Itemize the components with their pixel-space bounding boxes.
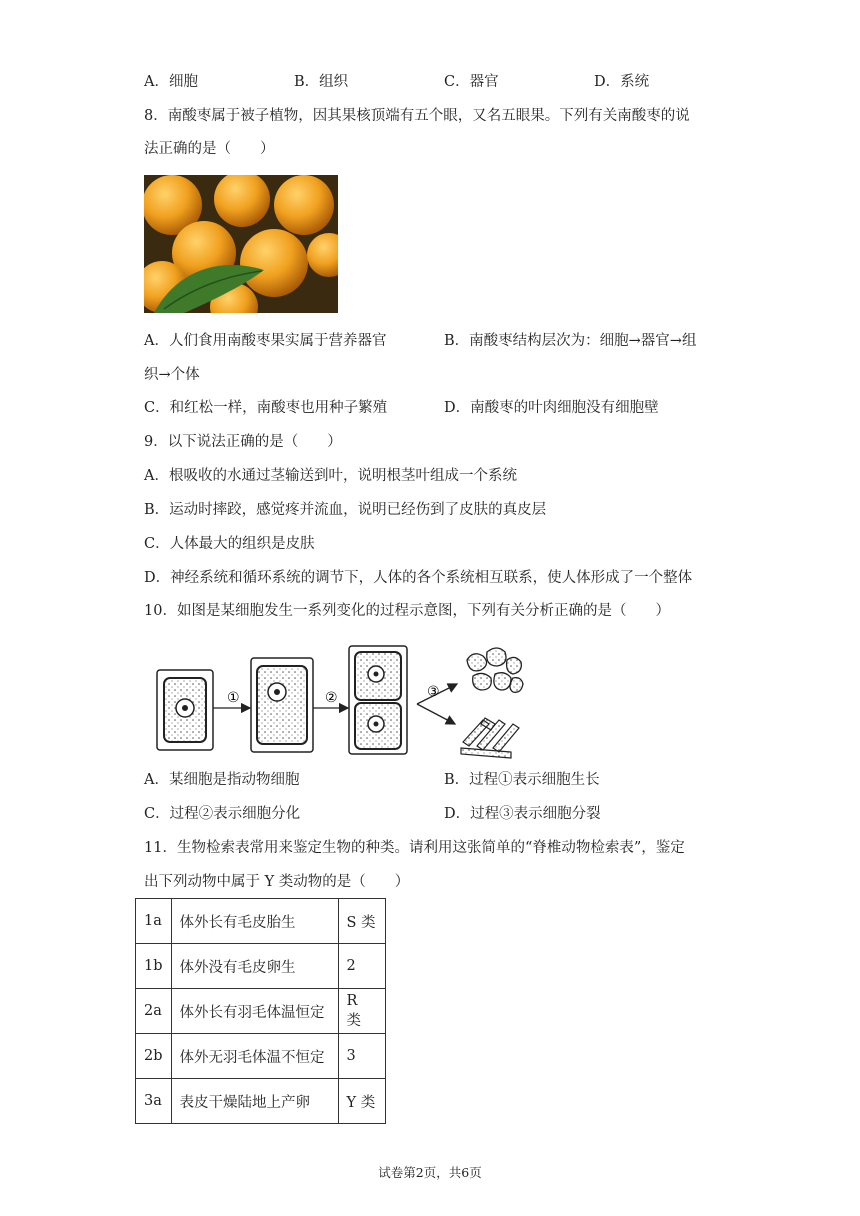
q10-option-a: A．某细胞是指动物细胞	[144, 772, 300, 788]
table-cell-trait: 体外没有毛皮卵生	[171, 944, 338, 989]
table-row	[136, 1034, 386, 1079]
table-cell-trait: 体外长有毛皮胎生	[171, 899, 338, 944]
table-cell-result: R 类	[338, 989, 385, 1034]
q8-option-d: D．南酸枣的叶肉细胞没有细胞壁	[444, 400, 659, 416]
page-footer: 试卷第2页，共6页	[378, 1165, 482, 1180]
table-cell-code: 2a	[136, 989, 172, 1034]
table-row	[136, 944, 386, 989]
q7-option-a: A．细胞	[144, 74, 198, 90]
q11-stem-line1: 11．生物检索表常用来鉴定生物的种类。请利用这张简单的“脊椎动物检索表”，鉴定	[144, 840, 685, 856]
q10-option-b: B．过程①表示细胞生长	[444, 772, 600, 788]
step-3-label: ③	[427, 684, 440, 700]
q8-option-b-line2: 织→个体	[144, 367, 200, 383]
q7-option-b: B．组织	[294, 74, 349, 90]
q8-option-c: C．和红松一样，南酸枣也用种子繁殖	[144, 400, 388, 416]
step-1-label: ①	[227, 690, 240, 706]
tissue-elongated-cells	[461, 718, 519, 758]
table-cell-trait: 体外长有羽毛体温恒定	[171, 989, 338, 1034]
q7-option-d: D．系统	[594, 74, 650, 90]
q9-option-b: B．运动时摔跤，感觉疼并流血，说明已经伤到了皮肤的真皮层	[144, 502, 547, 518]
fruit-photo	[144, 175, 338, 313]
table-cell-result: 3	[338, 1034, 385, 1079]
fruit-photo-drawing	[144, 175, 338, 313]
cell-process-diagram	[155, 640, 535, 760]
q10-option-c: C．过程②表示细胞分化	[144, 806, 301, 822]
cell-diagram-svg	[155, 640, 535, 760]
q9-option-d: D．神经系统和循环系统的调节下，人体的各个系统相互联系，使人体形成了一个整体	[144, 570, 693, 586]
table-cell-code: 1b	[136, 944, 172, 989]
q7-option-c: C．器官	[444, 74, 499, 90]
table-cell-trait: 表皮干燥陆地上产卵	[171, 1079, 338, 1124]
step-2-label: ②	[325, 690, 338, 706]
cells-divided	[349, 646, 407, 754]
q8-option-a: A．人们食用南酸枣果实属于营养器官	[144, 333, 387, 349]
q9-option-a: A．根吸收的水通过茎输送到叶，说明根茎叶组成一个系统	[144, 468, 517, 484]
vertebrate-key-table	[135, 898, 386, 1124]
q8-option-b-line1: B．南酸枣结构层次为：细胞→器官→组	[444, 333, 697, 349]
table-row	[136, 899, 386, 944]
q11-stem-line2: 出下列动物中属于 Y 类动物的是（ ）	[144, 874, 410, 890]
table-cell-result: Y 类	[338, 1079, 385, 1124]
q9-stem: 9．以下说法正确的是（ ）	[144, 434, 342, 450]
q9-option-c: C．人体最大的组织是皮肤	[144, 536, 315, 552]
q10-option-d: D．过程③表示细胞分裂	[444, 806, 601, 822]
cell-initial	[157, 670, 213, 750]
table-cell-result: 2	[338, 944, 385, 989]
table-cell-code: 3a	[136, 1079, 172, 1124]
table-row	[136, 1079, 386, 1124]
cell-grown	[251, 658, 313, 752]
table-cell-result: S 类	[338, 899, 385, 944]
q8-stem-line1: 8．南酸枣属于被子植物，因其果核顶端有五个眼，又名五眼果。下列有关南酸枣的说	[144, 108, 690, 124]
table-cell-trait: 体外无羽毛体温不恒定	[171, 1034, 338, 1079]
table-row	[136, 989, 386, 1034]
q10-stem: 10．如图是某细胞发生一系列变化的过程示意图，下列有关分析正确的是（ ）	[144, 603, 670, 619]
q8-stem-line2: 法正确的是（ ）	[144, 141, 275, 157]
table-cell-code: 1a	[136, 899, 172, 944]
tissue-rounded-cells	[467, 648, 523, 692]
table-cell-code: 2b	[136, 1034, 172, 1079]
